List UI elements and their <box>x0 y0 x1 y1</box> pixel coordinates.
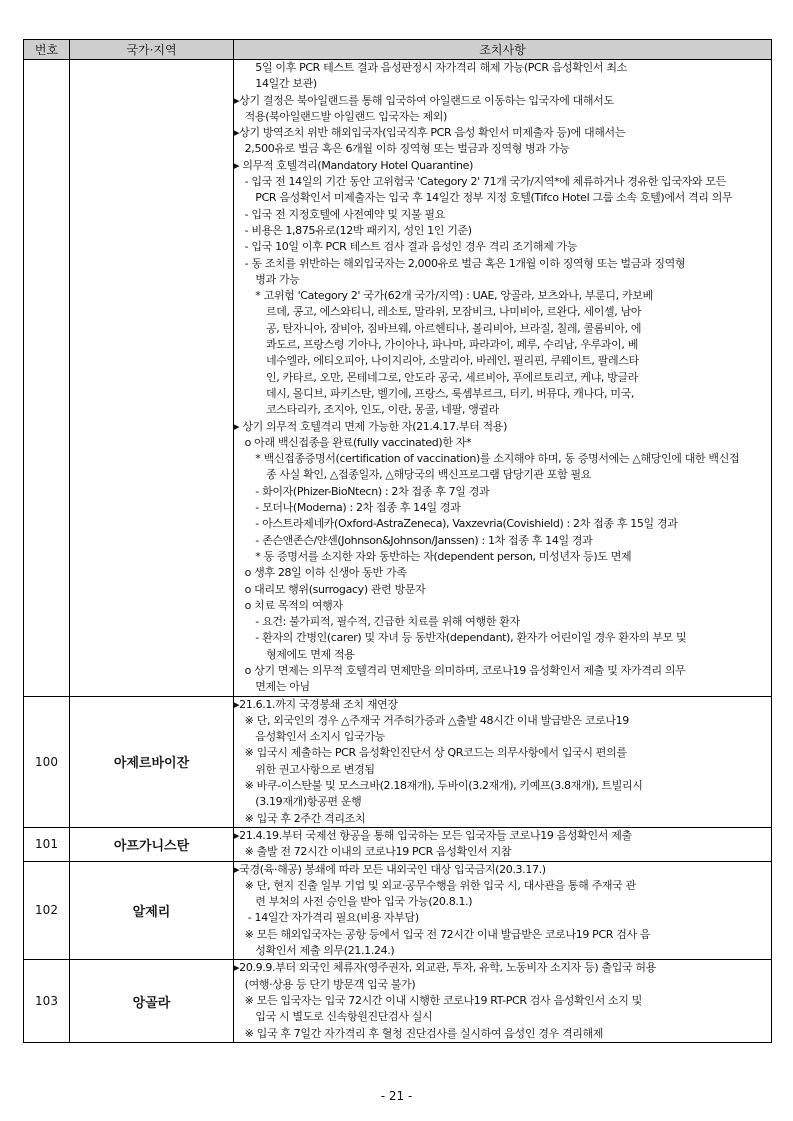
measure-cell <box>234 861 772 960</box>
country-name: 알제리 <box>70 861 234 960</box>
measure-line: (여행·상용 등 단기 방문객 입국 불가) <box>234 977 416 991</box>
measure-line: 코스타리카, 조지아, 인도, 이란, 몽골, 네팔, 앵귈라 <box>234 403 499 417</box>
measure-line: 형제에도 면제 적용 <box>234 647 355 661</box>
measure-line: 14일간 보관) <box>234 77 317 91</box>
measure-line: - 화이자(Phizer-BioNtecn) : 2차 접종 후 7일 경과 <box>234 484 490 498</box>
measure-line: 음성확인서 소지시 입국가능 <box>234 730 385 744</box>
row-number: 102 <box>24 861 70 960</box>
measure-line: - 아스트라제네카(Oxford-AstraZeneca), Vaxzevria(Covishield) : 2차 접종 후 15일 경과 <box>234 517 678 531</box>
row-number: 103 <box>24 960 70 1042</box>
measure-line: * 동 증명서를 소지한 자와 동반하는 자(dependent person, 미성년자 등)도 면제 <box>234 549 632 563</box>
measure-line: ※ 단, 현지 진출 일부 기업 및 외교·공무수행을 위한 입국 시, 대사관을 통해 주재국 관 <box>234 878 636 892</box>
measure-line: 5일 이후 PCR 테스트 결과 음성판정시 자가격리 해제 가능(PCR 음성확인서 최소 <box>234 61 627 74</box>
measure-line: - 입국 전 지정호텔에 사전예약 및 지불 필요 <box>234 207 445 221</box>
measure-line: 병과 가능 <box>234 272 300 286</box>
measure-line: ※ 출발 전 72시간 이내의 코로나19 PCR 음성확인서 지참 <box>234 845 512 859</box>
measure-line: ▸국경(육·해공) 봉쇄에 따라 모든 내외국인 대상 입국금지(20.3.17.) <box>234 862 546 876</box>
measure-cell <box>234 827 772 861</box>
country-name: 아프가니스탄 <box>70 827 234 861</box>
measure-line: ※ 입국 후 7일간 자가격리 후 혈청 진단검사를 실시하여 음성인 경우 격리해제 <box>234 1026 604 1040</box>
header-country: 국가·지역 <box>70 40 234 60</box>
measure-line: 위한 권고사항으로 변경됨 <box>234 762 375 776</box>
table-row <box>24 960 772 1042</box>
table-header-row <box>24 40 772 60</box>
measure-line: 인, 카타르, 오만, 몬테네그로, 안도라 공국, 세르비아, 푸에르토리코, 케냐, 방글라 <box>234 370 638 384</box>
table-row <box>24 861 772 960</box>
measure-line: - 모더나(Moderna) : 2차 접종 후 14일 경과 <box>234 501 461 515</box>
measure-line: ※ 입국 후 2주간 격리조치 <box>234 811 366 825</box>
measure-line: o 대리모 행위(surrogacy) 관련 방문자 <box>234 582 426 596</box>
measure-line: PCR 음성확인서 미제출자는 입국 후 14일간 정부 지정 호텔(Tifco Hotel 그룹 소속 호텔)에서 격리 의무 <box>234 191 733 205</box>
measure-line: ▸21.6.1.까지 국경봉쇄 조치 재연장 <box>234 697 398 711</box>
page-number: - 21 - <box>380 1089 413 1103</box>
measure-line: ▸ 상기 의무적 호텔격리 면제 가능한 자(21.4.17.부터 적용) <box>234 419 508 433</box>
measure-line: 적용(북아일랜드발 아일랜드 입국자는 제외) <box>234 109 447 123</box>
measure-line: ※ 모든 해외입국자는 공항 등에서 입국 전 72시간 이내 발급받은 코로나19 PCR 검사 음 <box>234 927 651 941</box>
measure-line: - 입국 10일 이후 PCR 테스트 검사 결과 음성인 경우 격리 조기해제 가능 <box>234 240 578 254</box>
measure-line: 련 부처의 사전 승인을 받아 입국 가능(20.8.1.) <box>234 895 473 909</box>
measure-line: - 요건: 불가피적, 필수적, 긴급한 치료를 위해 여행한 환자 <box>234 615 520 629</box>
measure-line: 2,500유로 벌금 혹은 6개월 이하 징역형 또는 벌금과 징역형 병과 가능 <box>234 142 570 156</box>
row-number: 101 <box>24 827 70 861</box>
measure-line: o 아래 백신접종을 완료(fully vaccinated)한 자* <box>234 435 472 449</box>
country-name: 앙골라 <box>70 960 234 1042</box>
measure-line: 르데, 콩고, 에스와티니, 레소토, 말라위, 모잠비크, 나미비아, 르완다, 세이셸, 남아 <box>234 305 642 319</box>
measure-line: ▸상기 방역조치 위반 해외입국자(입국직후 PCR 음성 확인서 미제출자 등)에 대해서는 <box>234 126 626 140</box>
measure-line: 공, 탄자니아, 잠비아, 짐바브웨, 아르헨티나, 볼리비아, 브라질, 칠레, 콜롬비아, 에 <box>234 321 642 335</box>
measure-line: 콰도르, 프랑스령 기아나, 가이아나, 파나마, 파라과이, 페루, 수리남, 우루과이, 베 <box>234 338 638 352</box>
measure-cell <box>234 696 772 827</box>
measure-line: - 비용은 1,875유로(12박 패키지, 성인 1인 기준) <box>234 223 472 237</box>
measure-line: o 상기 면제는 의무적 호텔격리 면제만을 의미하며, 코로나19 음성확인서 제출 및 자가격리 의무 <box>234 663 686 677</box>
measure-line: 면제는 아님 <box>234 680 310 694</box>
measures-table <box>23 39 772 1043</box>
row-number: 100 <box>24 696 70 827</box>
measure-line: ▸20.9.9.부터 외국인 체류자(영주권자, 외교관, 투자, 유학, 노동비자 소지자 등) 출입국 허용 <box>234 961 656 975</box>
measure-line: ※ 단, 외국인의 경우 △주재국 거주허가증과 △출발 48시간 이내 발급받은 코로나19 <box>234 713 629 727</box>
measure-line: ▸21.4.19.부터 국제선 항공을 통해 입국하는 모든 입국자들 코로나19 음성확인서 제출 <box>234 828 632 842</box>
measure-line: ※ 바쿠-이스탄불 및 모스크바(2.18재개), 두바이(3.2재개), 키예프(3.8재개), 트빌리시 <box>234 779 643 793</box>
measure-line: * 고위험 'Category 2' 국가(62개 국가/지역) : UAE, 앙골라, 보츠와나, 부룬디, 카보베 <box>234 289 653 303</box>
measure-line: - 입국 전 14일의 기간 동안 고위험국 'Category 2' 71개 국가/지역*에 체류하거나 경유한 입국자와 모든 <box>234 175 726 189</box>
measure-line: o 치료 목적의 여행자 <box>234 598 343 612</box>
header-measure: 조치사항 <box>234 40 772 60</box>
country-name <box>70 60 234 697</box>
header-num: 번호 <box>24 40 70 60</box>
country-name: 아제르바이잔 <box>70 696 234 827</box>
measure-line: ※ 모든 입국자는 입국 72시간 이내 시행한 코로나19 RT-PCR 검사 음성확인서 소지 및 <box>234 993 642 1007</box>
measure-line: 성확인서 제출 의무(21.1.24.) <box>234 944 395 958</box>
measure-line: o 생후 28일 이하 신생아 동반 가족 <box>234 566 407 580</box>
row-number <box>24 60 70 697</box>
table-row <box>24 696 772 827</box>
measure-cell <box>234 960 772 1042</box>
measure-cell <box>234 60 772 697</box>
measure-line: ▸ 의무적 호텔격리(Mandatory Hotel Quarantine) <box>234 158 474 172</box>
measure-line: ※ 입국시 제출하는 PCR 음성확인진단서 상 QR코드는 의무사항에서 입국시 편의를 <box>234 746 627 760</box>
measure-line: * 백신접종증명서(certification of vaccination)를 소지해야 하며, 동 증명서에는 △해당인에 대한 백신접 <box>234 452 740 466</box>
measure-line: 입국 시 별도로 신속항원진단검사 실시 <box>234 1010 433 1024</box>
table-row <box>24 827 772 861</box>
measure-line: - 14일간 자가격리 필요(비용 자부담) <box>234 911 419 925</box>
measure-line: - 동 조치를 위반하는 해외입국자는 2,000유로 벌금 혹은 1개월 이하 징역형 또는 벌금과 징역형 <box>234 256 686 270</box>
measure-line: 데시, 몰디브, 파키스탄, 벨기에, 프랑스, 룩셈부르크, 터키, 버뮤다, 캐나다, 미국, <box>234 386 635 400</box>
table-row <box>24 60 772 697</box>
measure-line: - 환자의 간병인(carer) 및 자녀 등 동반자(dependant), 환자가 어린이일 경우 환자의 부모 및 <box>234 631 687 645</box>
measure-line: - 존슨앤존슨/얀센(Johnson&Johnson/Janssen) : 1차 접종 후 14일 경과 <box>234 533 593 547</box>
measure-line: 네수엘라, 에티오피아, 나이지리아, 소말리아, 바레인, 필리핀, 쿠웨이트, 팔레스타 <box>234 354 639 368</box>
table-body <box>24 60 772 1043</box>
measure-line: 종 사실 확인, △접종일자, △해당국의 백신프로그램 담당기관 포함 필요 <box>234 468 592 482</box>
measure-line: ▸상기 결정은 북아일랜드를 통해 입국하여 아일랜드로 이동하는 입국자에 대해서도 <box>234 93 614 107</box>
measure-line: (3.19재개)항공편 운행 <box>234 795 362 809</box>
